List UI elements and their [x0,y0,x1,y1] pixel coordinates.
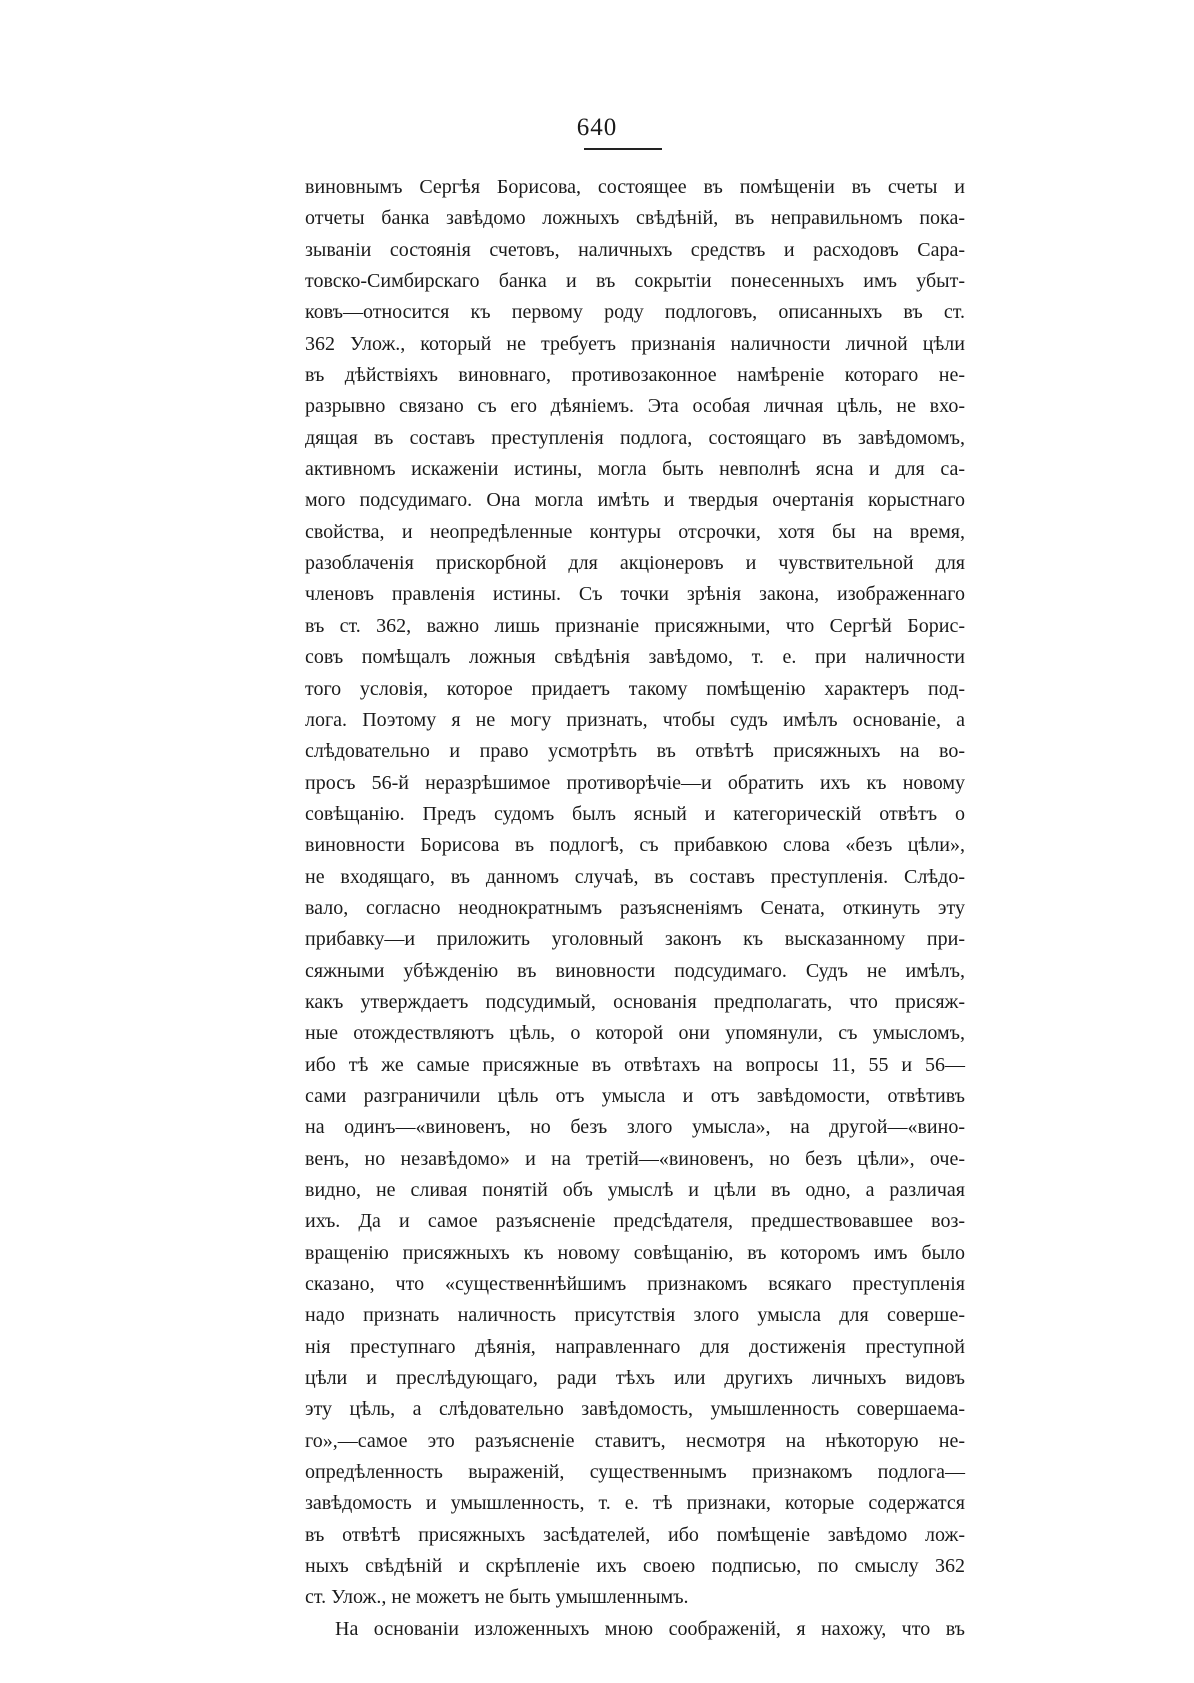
page-number-underline [584,148,662,150]
text-line: зываніи состоянія счетовъ, наличныхъ средствъ и расходовъ Сара- [305,238,965,261]
text-line: членовъ правленія истины. Съ точки зрѣнія закона, изображеннаго [305,583,965,606]
text-line: завѣдомость и умышленность, т. е. тѣ признаки, которые содержатся [305,1492,965,1515]
text-line: надо признать наличность присутствія злого умысла для соверше- [305,1304,965,1327]
text-line: нія преступнаго дѣянія, направленнаго для достиженія преступной [305,1335,965,1358]
text-line: дящая въ составъ преступленія подлога, состоящаго въ завѣдомомъ, [305,426,965,449]
text-line: сами разграничили цѣль отъ умысла и отъ завѣдомости, отвѣтивъ [305,1084,965,1107]
text-line: въ дѣйствіяхъ виновнаго, противозаконное намѣреніе котораго не- [305,364,965,387]
text-line: На основаніи изложенныхъ мною соображеній, я нахожу, что въ [335,1617,965,1640]
text-line: слѣдовательно и право усмотрѣть въ отвѣтѣ присяжныхъ на во- [305,740,965,763]
text-line: ковъ—относится къ первому роду подлоговъ, описанныхъ въ ст. [305,301,965,324]
text-line: разрывно связано съ его дѣяніемъ. Эта особая личная цѣль, не вхо- [305,395,965,418]
text-line: эту цѣль, а слѣдовательно завѣдомость, умышленность совершаема- [305,1398,965,1421]
text-line: ихъ. Да и самое разъясненіе предсѣдателя, предшествовавшее воз- [305,1210,965,1233]
text-line: сказано, что «существеннѣйшимъ признакомъ всякаго преступленія [305,1273,965,1296]
text-line: какъ утверждаетъ подсудимый, основанія предполагать, что присяж- [305,990,965,1013]
text-line: виновности Борисова въ подлогѣ, съ прибавкою слова «безъ цѣли», [305,834,965,857]
text-line: прибавку—и приложить уголовный законъ къ высказанному при- [305,928,965,951]
text-line: не входящаго, въ данномъ случаѣ, въ составъ преступленія. Слѣдо- [305,865,965,888]
text-line: мого подсудимаго. Она могла имѣть и твердыя очертанія корыстнаго [305,489,965,512]
text-line: ибо тѣ же самые присяжные въ отвѣтахъ на вопросы 11, 55 и 56— [305,1053,965,1076]
text-line: цѣли и преслѣдующаго, ради тѣхъ или другихъ личныхъ видовъ [305,1367,965,1390]
text-line: 362 Улож., который не требуетъ признанія наличности личной цѣли [305,332,965,355]
text-line: свойства, и неопредѣленные контуры отсрочки, хотя бы на время, [305,520,965,543]
text-line: въ ст. 362, важно лишь признаніе присяжными, что Сергѣй Борис- [305,614,965,637]
text-line: просъ 56-й неразрѣшимое противорѣчіе—и обратить ихъ къ новому [305,771,965,794]
text-line: совѣщанію. Предъ судомъ былъ ясный и категорическій отвѣтъ о [305,802,965,825]
text-line: лога. Поэтому я не могу признать, чтобы судъ имѣлъ основаніе, а [305,708,965,731]
text-line: отчеты банка завѣдомо ложныхъ свѣдѣній, въ неправильномъ пока- [305,207,965,230]
text-line: сяжными убѣжденію въ виновности подсудимаго. Судъ не имѣлъ, [305,959,965,982]
text-line: активномъ искаженіи истины, могла быть невполнѣ ясна и для са- [305,458,965,481]
text-line: совъ помѣщалъ ложныя свѣдѣнія завѣдомо, т. е. при наличности [305,646,965,669]
text-line: опредѣленность выраженій, существеннымъ признакомъ подлога— [305,1461,965,1484]
text-line: на одинъ—«виновенъ, но безъ злого умысла», на другой—«вино- [305,1116,965,1139]
text-line: венъ, но незавѣдомо» и на третій—«виновенъ, но безъ цѣли», оче- [305,1147,965,1170]
text-line: того условія, которое придаетъ такому помѣщенію характеръ под- [305,677,965,700]
text-line: товско-Симбирскаго банка и въ сокрытіи понесенныхъ имъ убыт- [305,270,965,293]
text-line: видно, не сливая понятій объ умыслѣ и цѣли въ одно, а различая [305,1179,965,1201]
text-line: виновнымъ Сергѣя Борисова, состоящее въ помѣщеніи въ счеты и [305,176,965,198]
body-text [305,172,965,1645]
text-line: вало, согласно неоднократнымъ разъясненіямъ Сената, откинуть эту [305,896,965,919]
page-number: 640 [576,114,618,141]
text-line: разоблаченія прискорбной для акціонеровъ и чувствительной для [305,552,965,575]
text-line: го»,—самое это разъясненіе ставитъ, несмотря на нѣкоторую не- [305,1429,965,1452]
text-line: ст. Улож., не можетъ не быть умышленнымъ. [305,1586,689,1609]
text-line: вращенію присяжныхъ къ новому совѣщанію, въ которомъ имъ было [305,1241,965,1264]
text-line: ныхъ свѣдѣній и скрѣпленіе ихъ своею подписью, по смыслу 362 [305,1555,965,1578]
text-line: въ отвѣтѣ присяжныхъ засѣдателей, ибо помѣщеніе завѣдомо лож- [305,1523,965,1546]
text-line: ные отождествляютъ цѣль, о которой они упомянули, съ умысломъ, [305,1022,965,1045]
